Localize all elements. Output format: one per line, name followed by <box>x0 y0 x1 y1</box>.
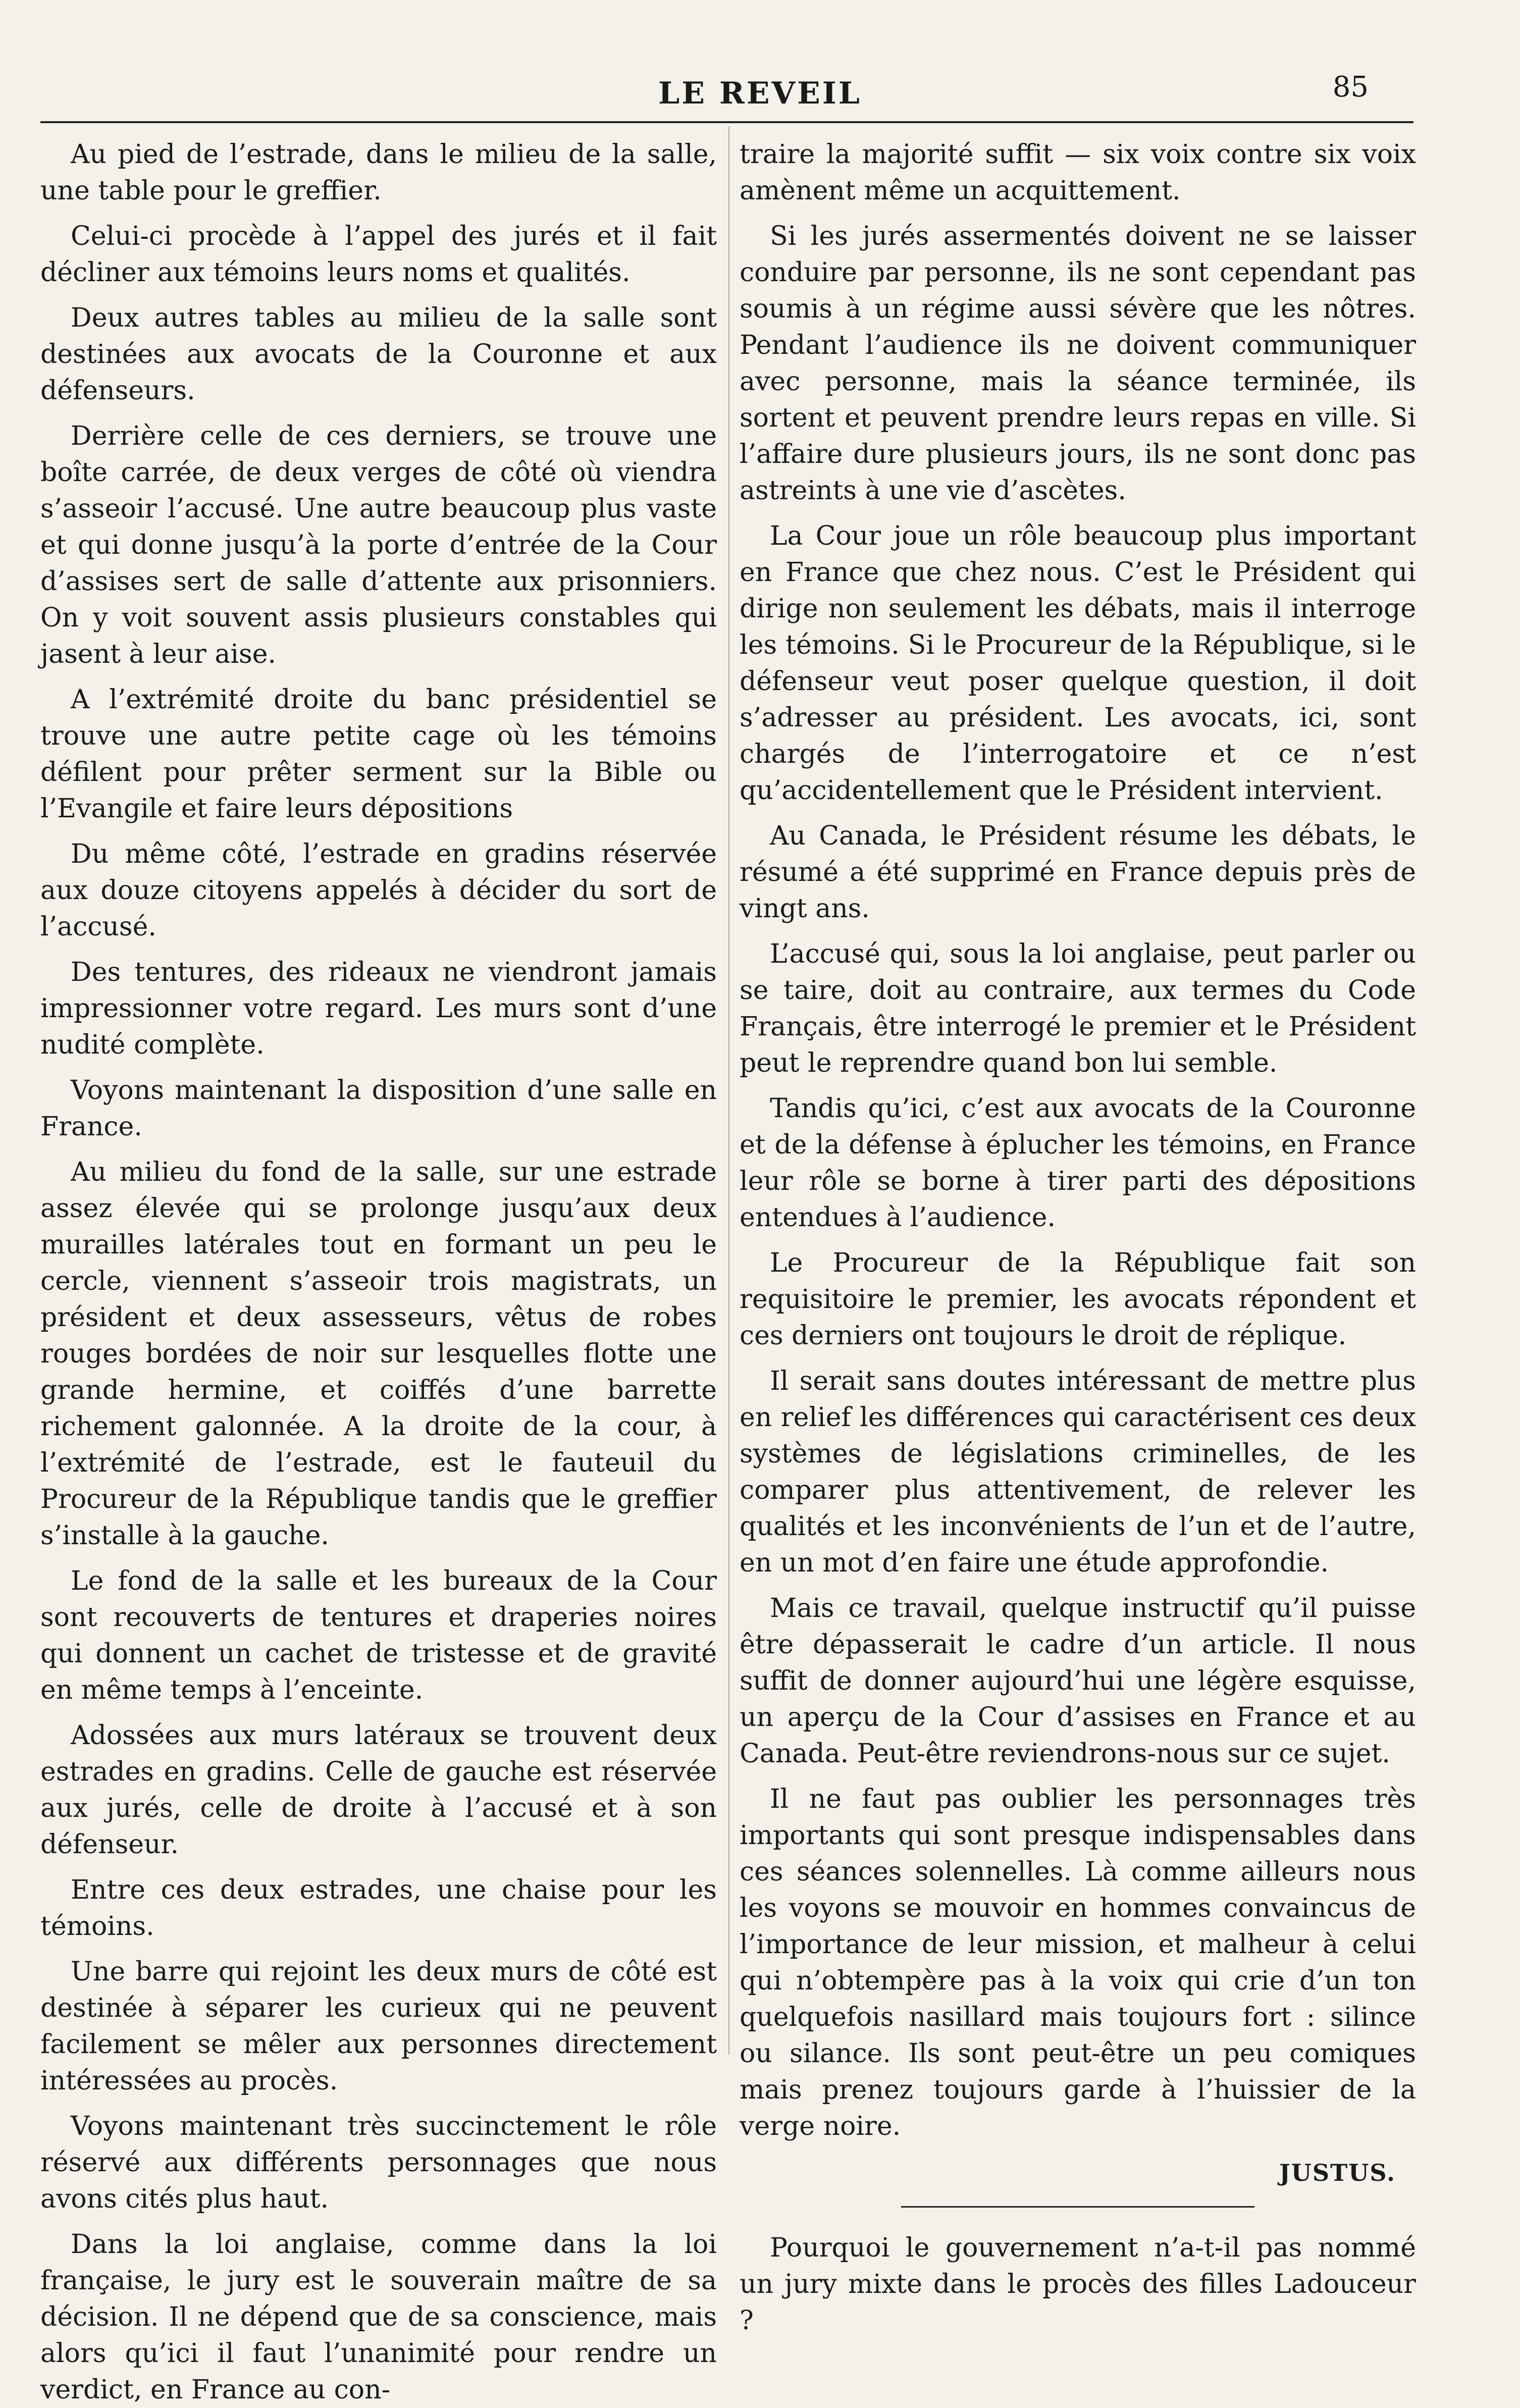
paragraph: L’accusé qui, sous la loi anglaise, peut parler ou se taire, doit au contraire, aux termes du Code Français, être interrogé le premier et le Président peut le reprendre quand bon lui semble. <box>740 939 1416 1078</box>
journal-title: LE REVEIL <box>658 76 862 111</box>
paragraph: Mais ce travail, quelque instructif qu’il puisse être dépasserait le cadre d’un article. Il nous suffit de donner aujourd’hui une légère esquisse, un aperçu de la Cour d’assises en France et au Canada. Peut-être reviendrons-nous sur ce sujet. <box>740 1593 1416 1769</box>
column-divider <box>728 126 729 2055</box>
paragraph: Au Canada, le Président résume les débats, le résumé a été supprimé en France depuis près de vingt ans. <box>740 821 1416 924</box>
paragraph: Au milieu du fond de la salle, sur une estrade assez élevée qui se prolonge jusqu’aux deux murailles latérales tout en formant un peu le cercle, viennent s’asseoir trois magistrats, un président et deux assesseurs, vêtus de robes rouges bordées de noir sur lesquelles flotte une grande hermine, et coiffés d’une barrette richement galonnée. A la droite de la cour, à l’extrémité de l’estrade, est le fauteuil du Procureur de la République tandis que le greffier s’installe à la gauche. <box>40 1157 717 1551</box>
paragraph: Adossées aux murs latéraux se trouvent deux estrades en gradins. Celle de gauche est réservée aux jurés, celle de droite à l’accusé et à son défenseur. <box>40 1720 717 1860</box>
left-column <box>40 136 717 2405</box>
paragraph: Du même côté, l’estrade en gradins réservée aux douze citoyens appelés à décider du sort de l’accusé. <box>40 839 717 942</box>
paragraph: Tandis qu’ici, c’est aux avocats de la Couronne et de la défense à éplucher les témoins, en France leur rôle se borne à tirer parti des dépositions entendues à l’audience. <box>740 1093 1416 1233</box>
header-rule <box>40 121 1413 123</box>
paragraph: Des tentures, des rideaux ne viendront jamais impressionner votre regard. Les murs sont d’une nudité complète. <box>40 957 717 1060</box>
paragraph: Une barre qui rejoint les deux murs de côté est destinée à séparer les curieux qui ne peuvent facilement se mêler aux personnes directement intéressées au procès. <box>40 1957 717 2096</box>
right-column <box>740 136 1416 2336</box>
paragraph: Le Procureur de la République fait son requisitoire le premier, les avocats répondent et ces derniers ont toujours le droit de réplique. <box>740 1248 1416 1351</box>
paragraph: Il serait sans doutes intéressant de mettre plus en relief les différences qui caractérisent ces deux systèmes de législations criminelles, de les comparer plus attentivement, de relever les qualités et les inconvénients de l’un et de l’autre, en un mot d’en faire une étude approfondie. <box>740 1366 1416 1578</box>
paragraph: traire la majorité suffit — six voix contre six voix amènent même un acquittement. <box>740 139 1416 206</box>
paragraph: Entre ces deux estrades, une chaise pour les témoins. <box>40 1875 717 1942</box>
footnote-question: Pourquoi le gouvernement n’a-t-il pas nommé un jury mixte dans le procès des filles Ladouceur ? <box>740 2233 1416 2336</box>
paragraph: Si les jurés assermentés doivent ne se laisser conduire par personne, ils ne sont cependant pas soumis à un régime aussi sévère que les nôtres. Pendant l’audience ils ne doivent communiquer avec personne, mais la séance terminée, ils sortent et peuvent prendre leurs repas en ville. Si l’affaire dure plusieurs jours, ils ne sont donc pas astreints à une vie d’ascètes. <box>740 221 1416 506</box>
paragraph: Il ne faut pas oublier les personnages très importants qui sont presque indispensables dans ces séances solennelles. Là comme ailleurs nous les voyons se mouvoir en hommes convaincus de l’importance de leur mission, et malheur à celui qui n’obtempère pas à la voix qui crie d’un ton quelquefois nasillard mais toujours fort : silince ou silance. Ils sont peut-être un peu comiques mais prenez toujours garde à l’huissier de la verge noire. <box>740 1784 1416 2141</box>
page-header <box>40 66 1480 116</box>
paragraph: La Cour joue un rôle beaucoup plus important en France que chez nous. C’est le Président qui dirige non seulement les débats, mais il interroge les témoins. Si le Procureur de la République, si le défenseur veut poser quelque question, il doit s’adresser au président. Les avocats, ici, sont chargés de l’interrogatoire et ce n’est qu’accidentellement que le Président intervient. <box>740 521 1416 806</box>
author-signature: JUSTUS. <box>1279 2159 1396 2186</box>
paragraph: A l’extrémité droite du banc présidentiel se trouve une autre petite cage où les témoins défilent pour prêter serment sur la Bible ou l’Evangile et faire leurs dépositions <box>40 685 717 824</box>
page-number: 85 <box>1332 71 1369 103</box>
paragraph: Au pied de l’estrade, dans le milieu de la salle, une table pour le greffier. <box>40 139 717 206</box>
paragraph: Dans la loi anglaise, comme dans la loi française, le jury est le souverain maître de sa décision. Il ne dépend que de sa conscience, mais alors qu’ici il faut l’unanimité pour rendre un verdict, en France au con- <box>40 2229 717 2405</box>
paragraph: Le fond de la salle et les bureaux de la Cour sont recouverts de tentures et draperies noires qui donnent un cachet de tristesse et de gravité en même temps à l’enceinte. <box>40 1566 717 1705</box>
paragraph: Voyons maintenant la disposition d’une salle en France. <box>40 1075 717 1142</box>
paragraph: Deux autres tables au milieu de la salle sont destinées aux avocats de la Couronne et aux défenseurs. <box>40 303 717 406</box>
paragraph: Voyons maintenant très succinctement le rôle réservé aux différents personnages que nous avons cités plus haut. <box>40 2111 717 2214</box>
paragraph: Celui-ci procède à l’appel des jurés et il fait décliner aux témoins leurs noms et qualités. <box>40 221 717 288</box>
section-rule <box>901 2206 1254 2208</box>
paragraph: Derrière celle de ces derniers, se trouve une boîte carrée, de deux verges de côté où viendra s’asseoir l’accusé. Une autre beaucoup plus vaste et qui donne jusqu’à la porte d’entrée de la Cour d’assises sert de salle d’attente aux prisonniers. On y voit souvent assis plusieurs constables qui jasent à leur aise. <box>40 421 717 669</box>
